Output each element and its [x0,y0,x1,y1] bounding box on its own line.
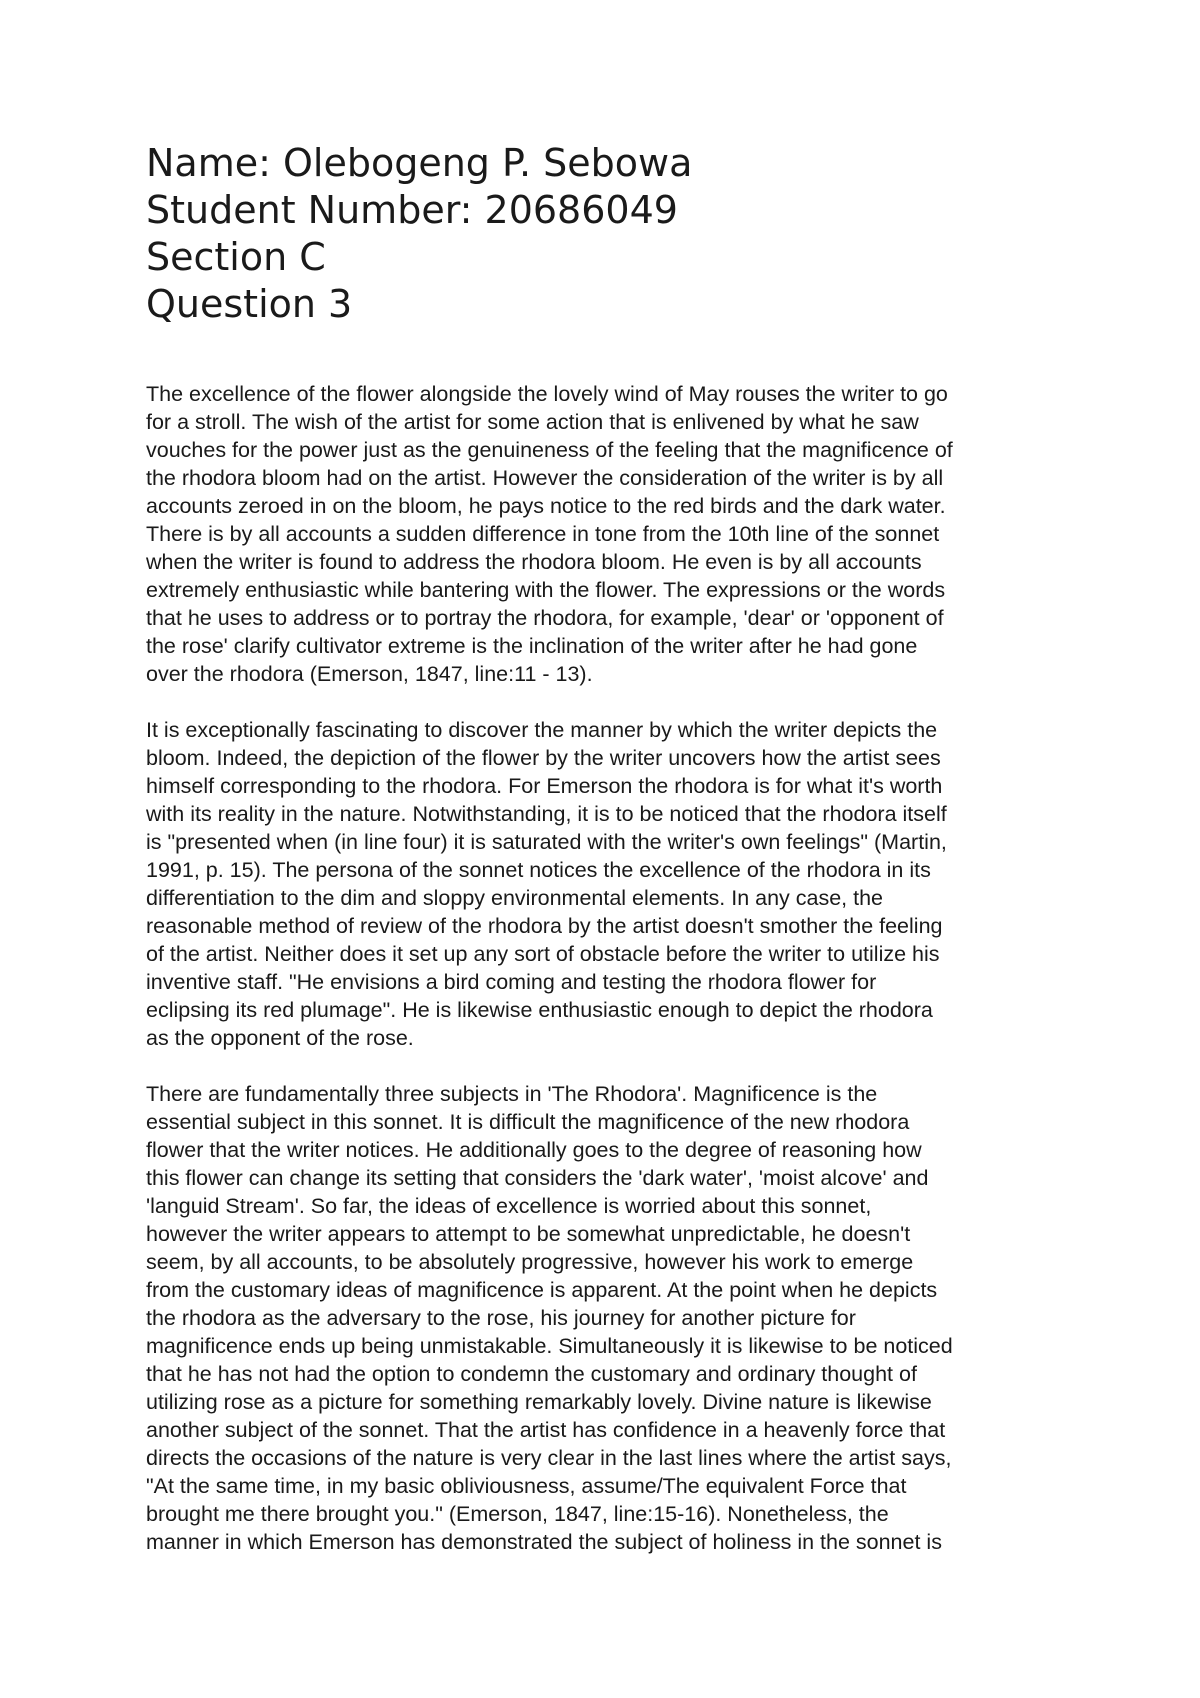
text-line: flower that the writer notices. He additionally goes to the degree of reasoning how [146,1138,922,1162]
text-line: seem, by all accounts, to be absolutely progressive, however his work to emerge [146,1250,914,1274]
text-line: 'languid Stream'. So far, the ideas of excellence is worried about this sonnet, [146,1194,872,1218]
text-line: is "presented when (in line four) it is saturated with the writer's own feelings" (Martin, [146,830,947,854]
header-block [146,140,1106,328]
text-line: when the writer is found to address the rhodora bloom. He even is by all accounts [146,550,922,574]
text-line: for a stroll. The wish of the artist for some action that is enlivened by what he saw [146,410,919,434]
text-line: It is exceptionally fascinating to discover the manner by which the writer depicts the [146,718,938,742]
text-line: There is by all accounts a sudden difference in tone from the 10th line of the sonnet [146,522,940,546]
text-line: however the writer appears to attempt to be somewhat unpredictable, he doesn't [146,1222,911,1246]
text-line: as the opponent of the rose. [146,1026,414,1050]
student-number: Student Number: 20686049 [146,188,678,232]
paragraph-1 [146,380,1068,688]
text-line: the rhodora as the adversary to the rose, his journey for another picture for [146,1306,856,1330]
paragraph-2 [146,716,1068,1052]
text-line: with its reality in the nature. Notwithstanding, it is to be noticed that the rhodora itself [146,802,947,826]
paragraph-3 [146,1080,1068,1556]
text-line: reasonable method of review of the rhodora by the artist doesn't smother the feeling [146,914,943,938]
section-label: Section C [146,235,326,279]
text-line: The excellence of the flower alongside the lovely wind of May rouses the writer to go [146,382,948,406]
text-line: vouches for the power just as the genuineness of the feeling that the magnificence of [146,438,953,462]
essay-body [146,380,1068,1584]
text-line: utilizing rose as a picture for something remarkably lovely. Divine nature is likewise [146,1390,932,1414]
text-line: that he uses to address or to portray the rhodora, for example, 'dear' or 'opponent of [146,606,944,630]
text-line: accounts zeroed in on the bloom, he pays notice to the red birds and the dark water. [146,494,946,518]
text-line: that he has not had the option to condemn the customary and ordinary thought of [146,1362,917,1386]
text-line: "At the same time, in my basic obliviousness, assume/The equivalent Force that [146,1474,907,1498]
text-line: eclipsing its red plumage". He is likewise enthusiastic enough to depict the rhodora [146,998,933,1022]
text-line: himself corresponding to the rhodora. For Emerson the rhodora is for what it's worth [146,774,943,798]
student-name: Name: Olebogeng P. Sebowa [146,141,693,185]
text-line: essential subject in this sonnet. It is difficult the magnificence of the new rhodora [146,1110,910,1134]
text-line: manner in which Emerson has demonstrated the subject of holiness in the sonnet is [146,1530,942,1554]
text-line: inventive staff. "He envisions a bird coming and testing the rhodora flower for [146,970,877,994]
text-line: another subject of the sonnet. That the artist has confidence in a heavenly force that [146,1418,946,1442]
text-line: the rhodora bloom had on the artist. However the consideration of the writer is by all [146,466,944,490]
text-line: the rose' clarify cultivator extreme is the inclination of the writer after he had gone [146,634,918,658]
text-line: There are fundamentally three subjects in 'The Rhodora'. Magnificence is the [146,1082,878,1106]
text-line: of the artist. Neither does it set up any sort of obstacle before the writer to utilize his [146,942,940,966]
text-line: bloom. Indeed, the depiction of the flower by the writer uncovers how the artist sees [146,746,941,770]
text-line: over the rhodora (Emerson, 1847, line:11 - 13). [146,662,593,686]
text-line: this flower can change its setting that considers the 'dark water', 'moist alcove' and [146,1166,929,1190]
text-line: brought me there brought you." (Emerson, 1847, line:15-16). Nonetheless, the [146,1502,889,1526]
text-line: 1991, p. 15). The persona of the sonnet notices the excellence of the rhodora in its [146,858,931,882]
text-line: from the customary ideas of magnificence is apparent. At the point when he depicts [146,1278,938,1302]
text-line: differentiation to the dim and sloppy environmental elements. In any case, the [146,886,884,910]
text-line: extremely enthusiastic while bantering with the flower. The expressions or the words [146,578,946,602]
text-line: directs the occasions of the nature is very clear in the last lines where the artist says, [146,1446,952,1470]
text-line: magnificence ends up being unmistakable. Simultaneously it is likewise to be noticed [146,1334,953,1358]
question-label: Question 3 [146,282,353,326]
